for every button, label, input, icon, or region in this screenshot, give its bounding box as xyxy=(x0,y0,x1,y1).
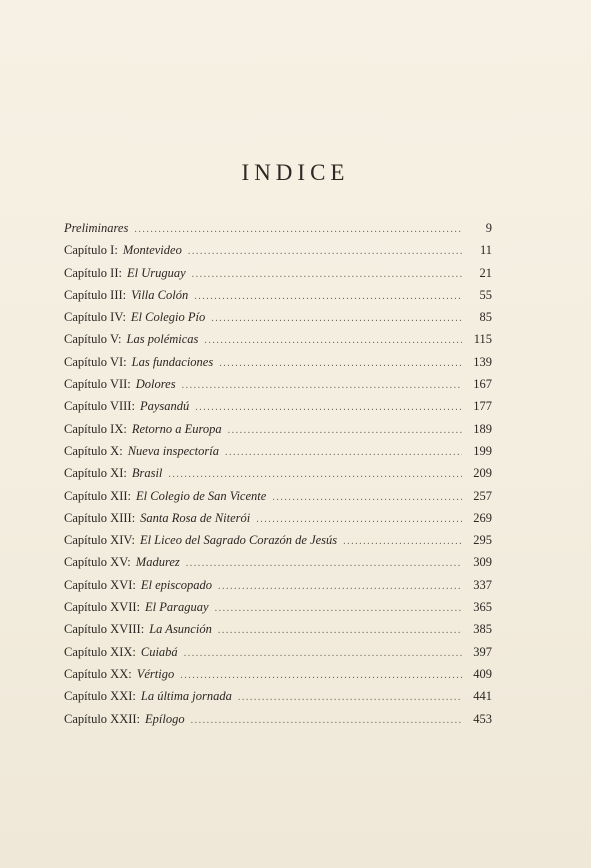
page-title: INDICE xyxy=(241,160,350,185)
page-number: 385 xyxy=(473,622,492,637)
toc-entry-chapter-13[interactable] xyxy=(64,507,492,529)
toc-entry-chapter-8[interactable] xyxy=(64,395,492,417)
toc-entry-chapter-11[interactable] xyxy=(64,462,492,484)
page-number: 257 xyxy=(473,488,492,503)
chapter-label: Capítulo VII: xyxy=(64,377,131,392)
page-number: 189 xyxy=(473,421,492,436)
page-number: 177 xyxy=(473,399,492,414)
dot-leader xyxy=(204,330,462,352)
entry-title: Epílogo xyxy=(145,711,185,726)
chapter-label: Capítulo XI: xyxy=(64,466,127,481)
dot-leader xyxy=(228,420,462,442)
entry-title: Cuiabá xyxy=(140,644,178,659)
entry-title: Villa Colón xyxy=(131,287,189,302)
toc-entry-chapter-16[interactable] xyxy=(64,574,492,596)
page-number: 21 xyxy=(479,265,492,280)
chapter-label: Capítulo III: xyxy=(64,287,127,302)
chapter-label: Capítulo XVIII: xyxy=(64,622,145,637)
toc-entry-chapter-9[interactable] xyxy=(64,418,492,440)
toc-entry-chapter-20[interactable] xyxy=(64,663,492,685)
chapter-label: Capítulo I: xyxy=(64,243,118,258)
entry-title: Las fundaciones xyxy=(131,354,214,369)
toc-entry-chapter-1[interactable] xyxy=(64,239,492,261)
toc-entry-chapter-10[interactable] xyxy=(64,440,492,462)
dot-leader xyxy=(191,710,462,732)
page-number: 397 xyxy=(473,644,492,659)
page-number: 453 xyxy=(473,711,492,726)
dot-leader xyxy=(194,286,462,308)
page-number: 441 xyxy=(473,689,492,704)
toc-entry-chapter-2[interactable] xyxy=(64,262,492,284)
dot-leader xyxy=(195,397,462,419)
dot-leader xyxy=(215,598,462,620)
dot-leader xyxy=(188,241,462,263)
dot-leader xyxy=(256,509,462,531)
entry-title: Madurez xyxy=(135,555,180,570)
chapter-label: Capítulo IV: xyxy=(64,310,126,325)
entry-title: Preliminares xyxy=(64,221,129,235)
toc-entry-chapter-14[interactable] xyxy=(64,529,492,551)
chapter-label: Capítulo XIX: xyxy=(64,644,136,659)
entry-title: Montevideo xyxy=(122,243,182,258)
chapter-label: Capítulo X: xyxy=(64,443,123,458)
toc-entry-chapter-5[interactable] xyxy=(64,328,492,350)
page-number: 209 xyxy=(473,466,492,481)
chapter-label: Capítulo V: xyxy=(64,332,122,347)
chapter-label: Capítulo XV: xyxy=(64,555,131,570)
page-number: 115 xyxy=(473,332,492,347)
dot-leader xyxy=(168,464,462,486)
toc-entry-chapter-18[interactable] xyxy=(64,618,492,640)
entry-title: Vértigo xyxy=(136,666,175,681)
dot-leader xyxy=(225,442,462,464)
toc-entry-chapter-12[interactable] xyxy=(64,485,492,507)
chapter-label: Capítulo XII: xyxy=(64,488,132,503)
entry-title: Nueva inspectoría xyxy=(127,443,219,458)
toc-entry-chapter-3[interactable] xyxy=(64,284,492,306)
page-number: 9 xyxy=(485,221,492,235)
entry-title: El episcopado xyxy=(140,577,213,592)
chapter-label: Capítulo IX: xyxy=(64,421,127,436)
dot-leader xyxy=(218,620,462,642)
page-number: 199 xyxy=(473,443,492,458)
chapter-label: Capítulo XIII: xyxy=(64,510,136,525)
entry-title: Las polémicas xyxy=(126,332,199,347)
chapter-label: Capítulo VIII: xyxy=(64,399,135,414)
page-number: 85 xyxy=(479,310,492,325)
entry-title: Paysandú xyxy=(139,399,190,414)
page-number: 269 xyxy=(473,510,492,525)
toc-entry-chapter-6[interactable] xyxy=(64,351,492,373)
page-number: 55 xyxy=(479,287,492,302)
toc-entry-chapter-17[interactable] xyxy=(64,596,492,618)
entry-title: Dolores xyxy=(135,377,176,392)
dot-leader xyxy=(186,553,462,575)
chapter-label: Capítulo VI: xyxy=(64,354,127,369)
dot-leader xyxy=(238,687,462,709)
chapter-label: Capítulo II: xyxy=(64,265,122,280)
table-of-contents xyxy=(64,217,492,730)
entry-title: Brasil xyxy=(131,466,163,481)
dot-leader xyxy=(343,531,462,553)
dot-leader xyxy=(180,665,462,687)
toc-entry-chapter-15[interactable] xyxy=(64,551,492,573)
entry-title: La Asunción xyxy=(149,622,212,637)
entry-title: El Colegio Pío xyxy=(130,310,206,325)
entry-title: El Colegio de San Vicente xyxy=(136,488,267,503)
entry-title: Santa Rosa de Niterói xyxy=(140,510,251,525)
dot-leader xyxy=(272,487,462,509)
entry-title: El Paraguay xyxy=(145,600,209,615)
chapter-label: Capítulo XXI: xyxy=(64,689,136,704)
page-number: 11 xyxy=(479,243,492,258)
chapter-label: Capítulo XXII: xyxy=(64,711,141,726)
entry-title: El Uruguay xyxy=(126,265,186,280)
dot-leader xyxy=(134,219,462,241)
chapter-label: Capítulo XVII: xyxy=(64,600,141,615)
toc-entry-preliminares[interactable] xyxy=(64,217,492,239)
dot-leader xyxy=(211,308,462,330)
dot-leader xyxy=(219,353,462,375)
chapter-label: Capítulo XIV: xyxy=(64,533,135,548)
dot-leader xyxy=(192,264,462,286)
entry-title: La última jornada xyxy=(140,689,232,704)
page-number: 139 xyxy=(473,354,492,369)
page-number: 295 xyxy=(473,533,492,548)
dot-leader xyxy=(184,643,462,665)
toc-entry-chapter-21[interactable] xyxy=(64,685,492,707)
toc-entry-chapter-7[interactable] xyxy=(64,373,492,395)
page-number: 409 xyxy=(473,666,492,681)
page-number: 365 xyxy=(473,600,492,615)
entry-title: El Liceo del Sagrado Corazón de Jesús xyxy=(139,533,338,548)
page-number: 167 xyxy=(473,377,492,392)
chapter-label: Capítulo XVI: xyxy=(64,577,136,592)
toc-entry-chapter-22[interactable] xyxy=(64,708,492,730)
dot-leader xyxy=(218,576,462,598)
page-number: 309 xyxy=(473,555,492,570)
entry-title: Retorno a Europa xyxy=(131,421,222,436)
chapter-label: Capítulo XX: xyxy=(64,666,132,681)
toc-entry-chapter-4[interactable] xyxy=(64,306,492,328)
dot-leader xyxy=(182,375,462,397)
toc-entry-chapter-19[interactable] xyxy=(64,641,492,663)
page-number: 337 xyxy=(473,577,492,592)
